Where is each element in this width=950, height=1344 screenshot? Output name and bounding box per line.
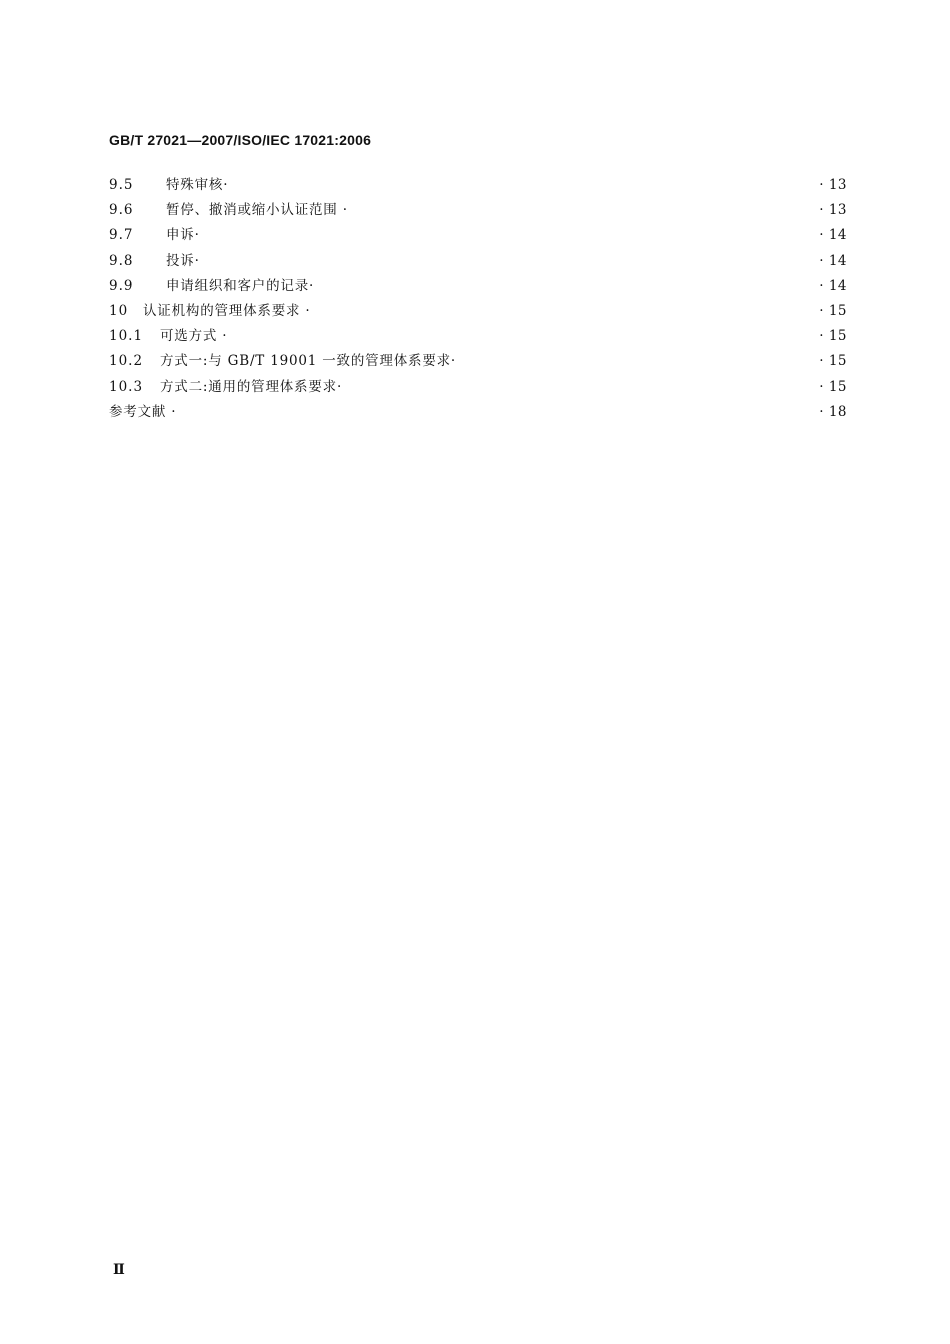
- toc-entry[interactable]: [109, 175, 847, 200]
- toc-entry-page: · 15: [819, 328, 847, 345]
- toc-entry-title: 参考文献 ·: [109, 403, 177, 420]
- toc-entry-page: · 18: [819, 403, 847, 420]
- toc-entry-number: 10.3: [109, 378, 144, 395]
- toc-entry-number: 10.1: [109, 328, 144, 345]
- toc-entry-page: · 15: [819, 302, 847, 319]
- toc-entry-title: 特殊审核·: [166, 177, 229, 193]
- toc-entry-page: · 14: [819, 252, 847, 269]
- toc-entry-title: 申诉·: [166, 227, 200, 244]
- toc-entry-page: · 13: [819, 202, 847, 219]
- toc-entry-page: · 14: [819, 277, 847, 294]
- toc-entry-title: 认证机构的管理体系要求 ·: [143, 302, 311, 319]
- toc-entry-page: · 13: [819, 177, 847, 193]
- toc-entry-number: 9.9: [109, 277, 134, 294]
- toc-entry-title: 投诉·: [166, 252, 200, 269]
- toc-entry[interactable]: [109, 301, 847, 326]
- toc-entry-title: 方式二:通用的管理体系要求·: [160, 378, 343, 395]
- toc-entry-title: 暂停、撤消或缩小认证范围 ·: [166, 202, 348, 219]
- toc-entry-page: · 14: [819, 227, 847, 244]
- toc-entry-number: 10.2: [109, 353, 144, 370]
- toc-entry[interactable]: [109, 200, 847, 225]
- document-header: GB/T 27021—2007/ISO/IEC 17021:2006: [109, 132, 372, 148]
- toc-entry-page: · 15: [819, 378, 847, 395]
- toc-entry[interactable]: [109, 351, 847, 376]
- toc-entry-number: 9.6: [109, 202, 134, 219]
- toc-entry[interactable]: [109, 225, 847, 250]
- toc-entry[interactable]: [109, 377, 847, 402]
- toc-entry[interactable]: [109, 326, 847, 351]
- toc-entry-number: 9.7: [109, 227, 134, 244]
- toc-entry[interactable]: [109, 251, 847, 276]
- toc-entry[interactable]: [109, 402, 847, 427]
- toc-entry-number: 9.8: [109, 252, 134, 269]
- toc-entry[interactable]: [109, 276, 847, 301]
- toc-entry-number: 10: [109, 302, 129, 319]
- table-of-contents: [109, 175, 847, 427]
- toc-entry-title: 方式一:与 GB/T 19001 一致的管理体系要求·: [160, 353, 457, 370]
- toc-entry-number: 9.5: [109, 177, 134, 193]
- toc-entry-title: 申请组织和客户的记录·: [166, 277, 315, 294]
- toc-entry-page: · 15: [819, 353, 847, 370]
- toc-entry-title: 可选方式 ·: [160, 328, 228, 345]
- page-number: Ⅱ: [113, 1262, 125, 1278]
